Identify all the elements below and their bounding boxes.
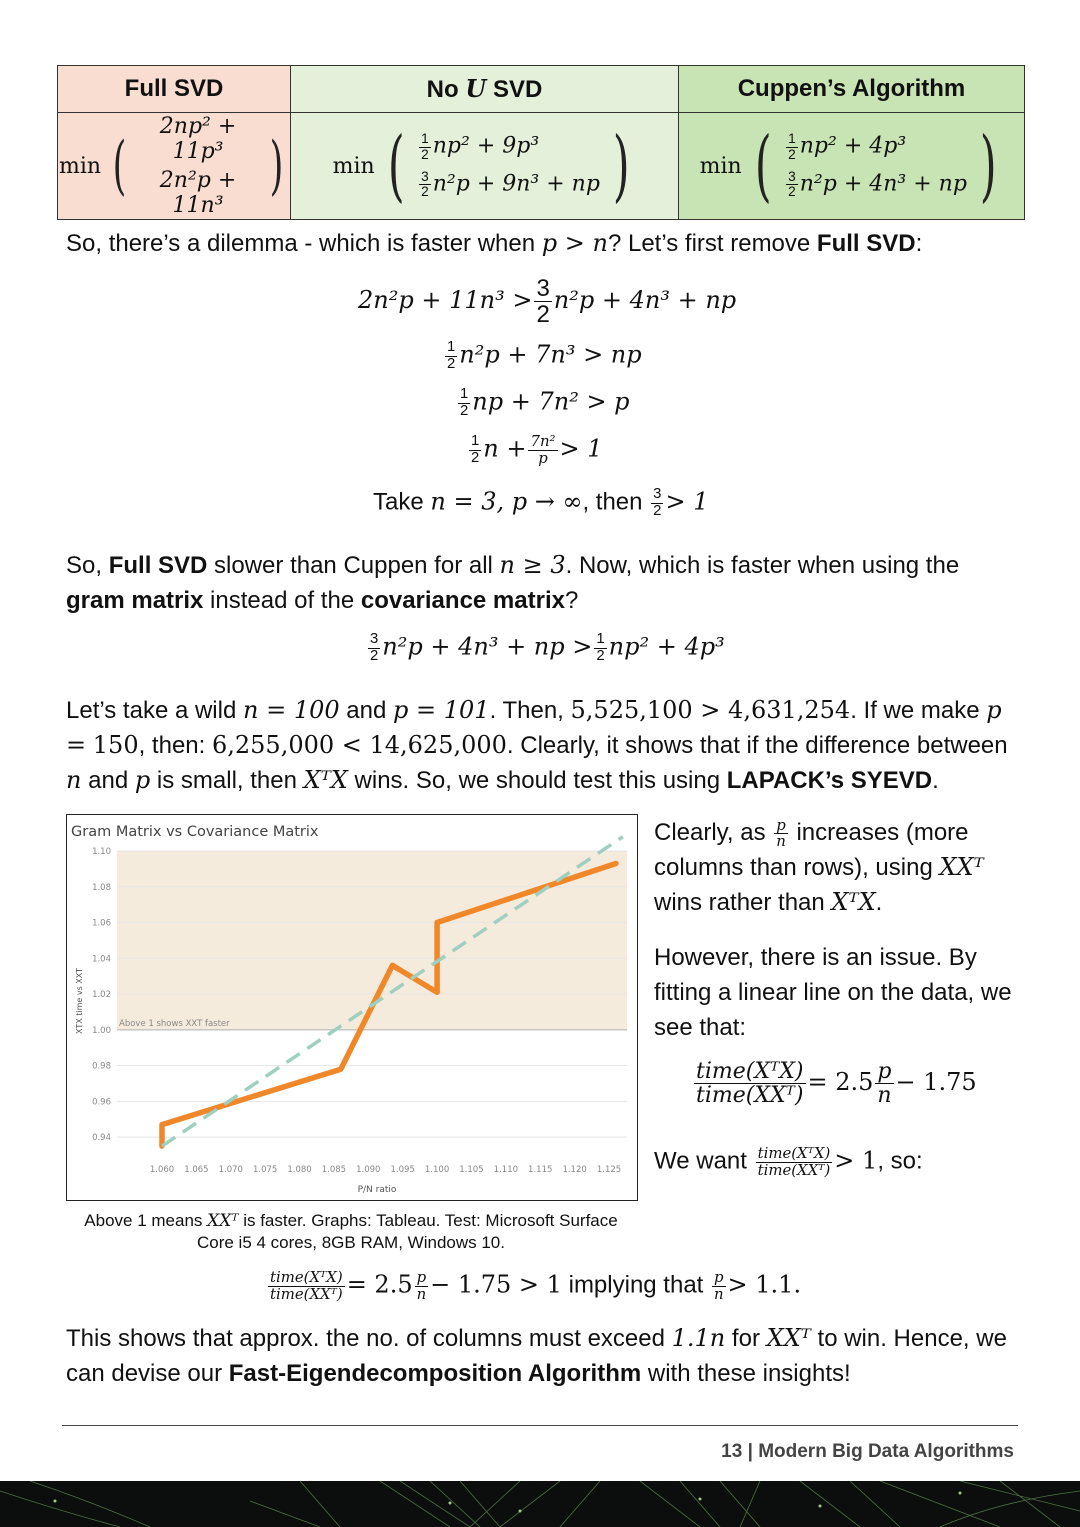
no-u-row2: n²p + 9n³ + np <box>432 171 600 197</box>
x-tick-label: 1.110 <box>493 1165 519 1175</box>
chart-svg <box>67 815 637 1200</box>
x-tick-label: 1.075 <box>252 1165 278 1175</box>
y-tick-label: 0.98 <box>92 1061 111 1072</box>
equation-3: $\frac{1}{2}$ np + 7n² > p <box>460 386 630 419</box>
equation-take: Take n = 3, p → ∞, then $\frac{3}{2}$ > 1 <box>373 486 709 519</box>
equation-2: $\frac{1}{2}$ n²p + 7n³ > np <box>447 339 642 372</box>
equation-5: $\frac{3}{2}$ n²p + 4n³ + np > $\frac{1}{2}$ np² + 4p³ <box>370 631 725 664</box>
footer-separator: | <box>747 1441 753 1462</box>
right-paragraph-issue: However, there is an issue. By fitting a linear line on the data, we see that: <box>654 944 1012 1041</box>
y-tick-label: 1.10 <box>92 847 111 857</box>
x-tick-label: 1.115 <box>528 1165 553 1175</box>
equation-linear-fit: $\frac{\text{time(XᵀX)}}{\text{time(XXᵀ)}}$ = 2.5 $\frac{p}{n}$ − 1.75 <box>696 1059 977 1109</box>
x-tick-label: 1.060 <box>149 1165 175 1175</box>
cuppen-row2: n²p + 4n³ + np <box>799 171 967 197</box>
x-tick-label: 1.085 <box>321 1165 347 1175</box>
y-tick-label: 0.94 <box>92 1133 111 1144</box>
footer-divider <box>62 1425 1018 1426</box>
x-tick-label: 1.095 <box>390 1165 415 1175</box>
min-label: min <box>699 153 742 179</box>
min-label: min <box>59 153 102 179</box>
chart-gram-vs-covariance <box>66 814 638 1201</box>
paragraph-wild-example: Let’s take a wild n = 100 and p = 101. Then, 5,525,100 > 4,631,254. If we make p = 150, then: 6,255,000 < 14,625,000. Clearly, it shows that if the difference between n and p is small, then XᵀX wins. So, we should test this using LAPACK’s SYEVD. <box>66 696 1008 794</box>
equation-implying: $\frac{\text{time(XᵀX)}}{\text{time(XXᵀ)}}$ = 2.5 $\frac{p}{n}$ − 1.75 > 1 implying that $\frac{p}{n}$ > 1.1. <box>270 1268 802 1303</box>
cell-no-u-svd: min ( $\frac{1}{2}$ np² + 9p³ $\frac{3}{2}$ n²p + 9n³ + np ) <box>291 113 679 220</box>
cuppen-row1: np² + 4p³ <box>799 134 907 159</box>
header-no-u-svd <box>291 66 679 113</box>
x-tick-label: 1.125 <box>596 1165 622 1175</box>
cell-cuppen: min ( $\frac{1}{2}$ np² + 4p³ $\frac{3}{2}$ n²p + 4n³ + np ) <box>679 113 1025 220</box>
paragraph-dilemma: So, there’s a dilemma - which is faster when p > n? Let’s first remove Full SVD: <box>66 229 923 257</box>
header-full-svd: Full SVD <box>58 66 291 113</box>
x-tick-label: 1.090 <box>356 1165 381 1175</box>
page-footer <box>721 1441 1014 1463</box>
equation-1: 2n²p + 11n³ > $\frac{3}{2}$ n²p + 4n³ + np <box>358 275 737 329</box>
paragraph-full-svd-slower: So, Full SVD slower than Cuppen for all n ≥ 3. Now, which is faster when using the gram matrix instead of the covariance matrix? <box>66 551 960 614</box>
complexity-table <box>57 65 1025 220</box>
full-svd-row2: 2n²p + 11n³ <box>159 168 237 218</box>
right-paragraph-clearly: Clearly, as $\frac{p}{n}$ increases (more columns than rows), using XXᵀ wins rather than XᵀX. <box>654 815 984 916</box>
page-number: 13 <box>721 1441 743 1462</box>
equation-4: $\frac{1}{2}$ n + $\frac{\text{7n²}}{p}$ > 1 <box>471 432 603 467</box>
header-no-u-prefix: No <box>426 76 459 103</box>
y-tick-label: 1.00 <box>92 1025 111 1036</box>
x-tick-label: 1.120 <box>562 1165 587 1175</box>
threshold-label: Above 1 shows XXT faster <box>119 1018 230 1029</box>
x-tick-label: 1.070 <box>218 1165 243 1175</box>
chart-y-label: XTX time vs XXT <box>75 967 84 1035</box>
x-tick-label: 1.065 <box>184 1165 209 1175</box>
network-graphic <box>0 1481 1080 1527</box>
y-tick-label: 1.02 <box>92 990 111 1001</box>
header-no-u-var: U <box>465 74 487 103</box>
full-svd-row1: 2np² + 11p³ <box>159 114 237 164</box>
header-no-u-suffix: SVD <box>492 76 543 103</box>
y-tick-label: 1.04 <box>92 954 111 965</box>
x-tick-label: 1.080 <box>287 1165 312 1175</box>
chart-title: Gram Matrix vs Covariance Matrix <box>71 824 319 840</box>
min-label: min <box>332 153 375 179</box>
paragraph-conclusion: This shows that approx. the no. of columns must exceed 1.1n for XXᵀ to win. Hence, we can devise our Fast-Eigendecomposition Algorithm with these insights! <box>66 1324 1007 1387</box>
header-cuppen: Cuppen’s Algorithm <box>679 66 1025 113</box>
chart-caption: Above 1 means XXᵀ is faster. Graphs: Tableau. Test: Microsoft Surface Core i5 4 cores, 8GB RAM, Windows 10. <box>84 1211 618 1252</box>
y-tick-label: 0.96 <box>92 1097 111 1108</box>
y-tick-label: 1.06 <box>92 918 111 929</box>
chart-x-label: P/N ratio <box>357 1185 397 1195</box>
cell-full-svd: min ( 2np² + 11p³ 2n²p + 11n³ ) <box>58 113 291 220</box>
x-tick-label: 1.105 <box>459 1165 484 1175</box>
decorative-banner <box>0 1481 1080 1527</box>
x-tick-label: 1.100 <box>424 1165 450 1175</box>
equation-we-want: We want $\frac{\text{time(XᵀX)}}{\text{time(XXᵀ)}}$ > 1, so: <box>654 1144 923 1179</box>
footer-title: Modern Big Data Algorithms <box>758 1441 1014 1462</box>
y-tick-label: 1.08 <box>92 882 111 893</box>
no-u-row1: np² + 9p³ <box>432 134 540 159</box>
